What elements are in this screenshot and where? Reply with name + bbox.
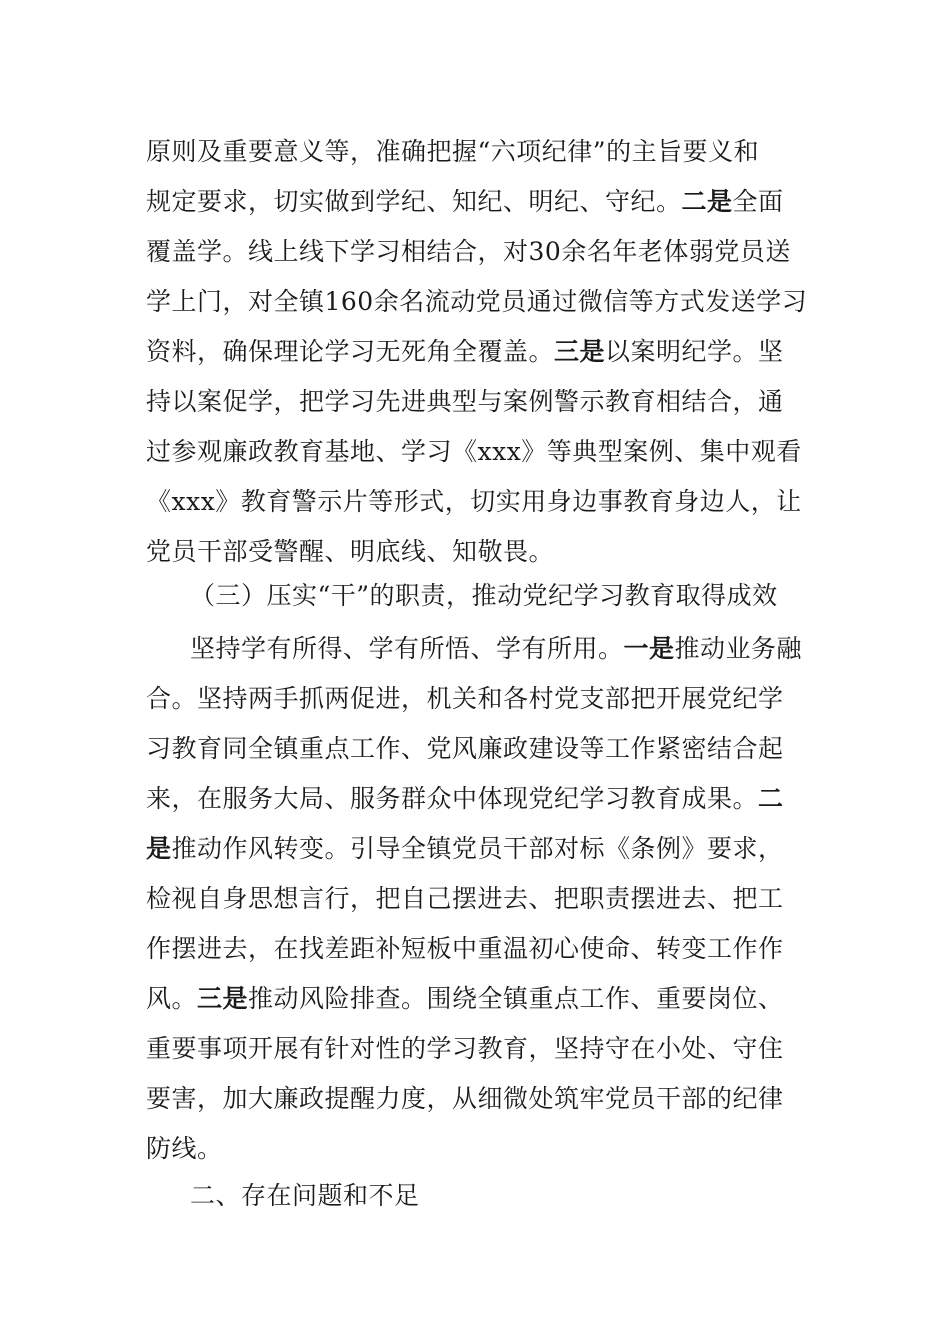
emphasis-text: 二: [758, 784, 784, 813]
text-line: [146, 834, 784, 864]
emphasis-text: 一是: [623, 634, 675, 663]
body-text: 党员干部受警醒、明底线、知敬畏。: [146, 537, 555, 566]
body-text: 推动业务融: [674, 634, 803, 663]
section-heading-2: 二、存在问题和不足: [190, 1181, 420, 1210]
body-text: 坚持学有所得、学有所悟、学有所用。: [190, 634, 624, 663]
text-line: [146, 1084, 784, 1114]
text-line: [146, 537, 554, 567]
body-text: 过参观廉政教育基地、学习《xxx》等典型案例、集中观看: [146, 437, 802, 466]
emphasis-text: 三是: [197, 984, 249, 1013]
body-text: 覆盖学。线上线下学习相结合，对30余名年老体弱党员送: [146, 237, 791, 266]
body-text: 学上门，对全镇160余名流动党员通过微信等方式发送学习: [146, 287, 808, 316]
body-text: 资料，确保理论学习无死角全覆盖。: [146, 337, 555, 366]
text-line: [146, 934, 784, 964]
text-line: [146, 684, 784, 714]
emphasis-text: 三是: [554, 337, 606, 366]
body-text: 以案明纪学。坚: [605, 337, 784, 366]
text-line: [190, 634, 802, 664]
text-line: [146, 387, 784, 417]
body-text: 原则及重要意义等，准确把握“六项纪律”的主旨要义和: [146, 137, 760, 166]
text-line: [146, 337, 784, 367]
body-text: 检视自身思想言行，把自己摆进去、把职责摆进去、把工: [146, 884, 784, 913]
text-line: [146, 237, 791, 267]
text-line: [146, 984, 784, 1014]
body-text: 推动风险排查。围绕全镇重点工作、重要岗位、: [248, 984, 784, 1013]
subsection-heading-3: （三）压实“干”的职责，推动党纪学习教育取得成效: [190, 581, 778, 610]
body-text: 持以案促学，把学习先进典型与案例警示教育相结合，通: [146, 387, 784, 416]
text-line: [146, 784, 784, 814]
body-text: 重要事项开展有针对性的学习教育，坚持守在小处、守住: [146, 1034, 784, 1063]
text-line: [146, 187, 784, 217]
emphasis-text: 是: [146, 834, 172, 863]
text-line: [146, 1034, 784, 1064]
body-text: 规定要求，切实做到学纪、知纪、明纪、守纪。: [146, 187, 682, 216]
text-line: [146, 734, 784, 764]
body-text: 合。坚持两手抓两促进，机关和各村党支部把开展党纪学: [146, 684, 784, 713]
text-line: [146, 1134, 223, 1164]
body-text: 作摆进去，在找差距补短板中重温初心使命、转变工作作: [146, 934, 784, 963]
text-line: [146, 287, 807, 317]
body-text: 防线。: [146, 1134, 223, 1163]
body-text: 来，在服务大局、服务群众中体现党纪学习教育成果。: [146, 784, 759, 813]
text-line: [146, 487, 802, 517]
body-text: 全面: [732, 187, 784, 216]
text-line: [146, 884, 784, 914]
body-text: 《xxx》教育警示片等形式，切实用身边事教育身边人，让: [146, 487, 802, 516]
emphasis-text: 二是: [681, 187, 733, 216]
body-text: 风。: [146, 984, 198, 1013]
body-text: 推动作风转变。引导全镇党员干部对标《条例》要求，: [171, 834, 784, 863]
text-line: [146, 137, 759, 167]
body-text: 习教育同全镇重点工作、党风廉政建设等工作紧密结合起: [146, 734, 784, 763]
body-text: 要害，加大廉政提醒力度，从细微处筑牢党员干部的纪律: [146, 1084, 784, 1113]
text-line: [146, 437, 802, 467]
